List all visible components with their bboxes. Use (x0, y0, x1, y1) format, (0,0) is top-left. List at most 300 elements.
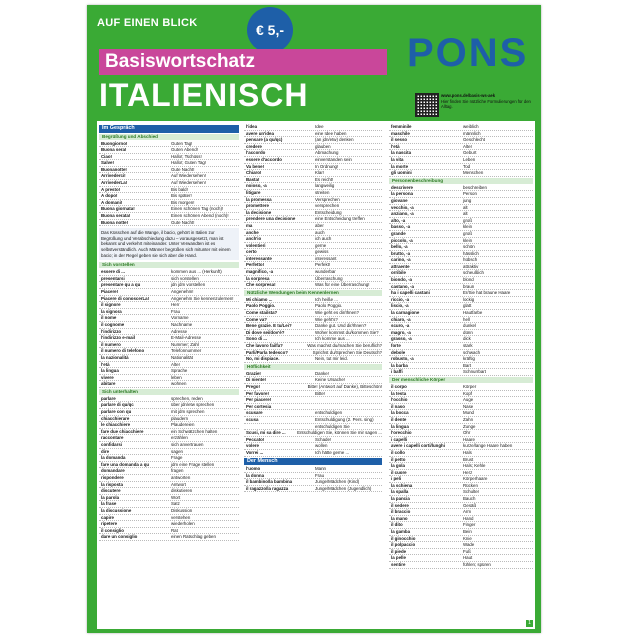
vocab-row (389, 297, 533, 304)
vocab-row (244, 486, 382, 493)
german-translation: dick (463, 336, 471, 342)
german-translation: ein Schwätzchen halten (171, 428, 218, 434)
italian-term: l'orecchio (391, 430, 412, 436)
vocab-row (99, 435, 239, 442)
italian-term: avere un'idea (246, 130, 274, 136)
italian-term: l'accordo (246, 150, 266, 156)
vocab-row (389, 157, 533, 164)
italian-term: Parli/Parla tedesco? (246, 349, 288, 355)
vocab-row (99, 416, 239, 423)
language-title: ITALIENISCH (99, 77, 309, 113)
vocab-row (389, 522, 533, 529)
vocab-row (244, 190, 382, 197)
vocab-row (244, 177, 382, 184)
german-translation: jung (463, 197, 472, 203)
column-2 (244, 124, 382, 492)
section-header: Der Mensch (244, 458, 382, 466)
vocab-row (99, 482, 239, 489)
german-translation: hell (463, 316, 470, 322)
vocab-row (99, 154, 239, 161)
vocab-row (99, 160, 239, 167)
italian-term: interessante (246, 255, 272, 261)
vocab-row (389, 330, 533, 337)
vocab-row (389, 343, 533, 350)
german-translation: Überraschung (315, 275, 343, 281)
italian-term: scusa (246, 416, 259, 422)
german-translation: Was für eine Überraschung! (315, 282, 370, 288)
german-translation: antworten (171, 475, 191, 480)
vocab-row (389, 562, 533, 569)
vocab-row (99, 468, 239, 475)
vocab-row (389, 137, 533, 144)
vocab-row (244, 303, 382, 310)
vocab-row (244, 157, 382, 164)
vocab-row (244, 443, 382, 450)
german-translation: dünn (463, 329, 473, 335)
vocab-row (389, 170, 533, 177)
vocab-row (99, 276, 239, 283)
vocab-row (244, 384, 382, 391)
german-translation: Geschlecht (463, 137, 485, 143)
german-translation: entschuldigen Sie (315, 423, 350, 429)
german-translation: Bauch (463, 496, 476, 502)
vocabulary-sheet (97, 121, 535, 629)
vocab-row (99, 173, 239, 180)
vocab-row (389, 424, 533, 431)
german-translation: sich vorstellen (171, 275, 199, 281)
german-translation: Bitte! (Antwort auf Danke), Bitteschön! (307, 383, 382, 389)
german-translation: Schnurrbart (463, 369, 486, 375)
vocab-row (389, 218, 533, 225)
italian-term: parlare con qu (101, 409, 132, 415)
german-translation: mit jdm sprechen (171, 409, 205, 415)
german-translation: Mund (463, 410, 474, 416)
italian-term: la pancia (391, 496, 410, 502)
italian-term: l'idea (246, 124, 258, 129)
german-translation: Hallo!; Guten Tag! (171, 160, 207, 166)
german-translation: Wade (463, 542, 475, 548)
german-translation: schön (463, 244, 475, 250)
italian-term: il naso (391, 403, 405, 409)
italian-term: la signora (101, 308, 122, 314)
italian-term: litigare (246, 189, 261, 195)
german-translation: eine Entscheidung treffen (315, 216, 365, 222)
vocab-row (244, 410, 382, 417)
vocab-row (244, 269, 382, 276)
vocab-row (244, 236, 382, 243)
vocab-row (244, 317, 382, 324)
subsection-header: Sich unterhalten (99, 389, 239, 395)
vocab-row (99, 187, 239, 194)
german-translation: Hautfarbe (463, 310, 483, 316)
german-translation: schwach (463, 349, 481, 355)
italian-term: ripetere (101, 521, 118, 527)
vocab-list (389, 185, 533, 376)
german-translation: Entscheidung (315, 209, 342, 215)
german-translation: Bis später! (171, 193, 192, 199)
page-number: 1 (526, 620, 533, 627)
vocab-row (99, 462, 239, 469)
vocab-row (244, 343, 382, 350)
german-translation: jdm eine Frage stellen (171, 461, 215, 467)
vocab-row (389, 542, 533, 549)
title-text: Basiswortschatz (105, 51, 255, 72)
italian-term: alto, -a (391, 217, 406, 223)
subsection-header: Personenbeschreibung (389, 178, 533, 184)
german-translation: Danke gut. Und dir/Ihnen? (315, 323, 367, 329)
vocab-row (99, 213, 239, 220)
italian-term: la lingua (391, 423, 409, 429)
german-translation: gewiss (315, 249, 329, 255)
italian-term: magnifico, -a (246, 269, 274, 275)
italian-term: il sesso (391, 137, 408, 143)
vocab-row (99, 449, 239, 456)
vocab-row (389, 509, 533, 516)
vocab-row (244, 197, 382, 204)
vocab-row (244, 243, 382, 250)
german-translation: Hand (463, 515, 474, 521)
vocab-row (389, 336, 533, 343)
german-translation: Mann (315, 466, 326, 471)
vocab-row (389, 310, 533, 317)
italian-term: il dito (391, 522, 403, 528)
italian-term: Buona sera! (101, 147, 127, 153)
italian-term: il collo (391, 449, 405, 455)
vocab-row (389, 224, 533, 231)
vocab-row (244, 137, 382, 144)
italian-term: maschile (391, 130, 410, 136)
italian-term: volentieri (246, 242, 266, 248)
vocab-row (244, 397, 382, 404)
german-translation: glauben (315, 143, 331, 149)
german-translation: Angenehm Sie kennenzulernen! (171, 295, 234, 301)
italian-term: l'indirizzo e-mail (101, 335, 135, 341)
vocab-row (389, 238, 533, 245)
vocab-row (389, 516, 533, 523)
vocab-row (244, 336, 382, 343)
vocab-row (99, 335, 239, 342)
german-translation: einen Ratschlag geben (171, 534, 216, 540)
german-translation: (an jdn/etw) denken (315, 137, 354, 143)
vocab-row (99, 302, 239, 309)
german-translation: Guten Tag! (171, 140, 193, 146)
german-translation: scheußlich (463, 270, 484, 276)
german-translation: blond (463, 277, 474, 283)
vocab-row (99, 167, 239, 174)
italian-term: robusto, -a (391, 356, 414, 362)
italian-term: presentarsi (101, 275, 125, 281)
italian-term: A dopo! (101, 193, 118, 199)
vocab-row (99, 368, 239, 375)
italian-term: Buongiorno! (101, 140, 128, 146)
italian-term: l'età (391, 143, 400, 149)
german-translation: Bart (463, 362, 472, 368)
german-translation: Er/Sie hat braune Haare (463, 290, 511, 296)
german-translation: Ich komme aus ... (315, 336, 350, 342)
italian-term: le chiacchiere (101, 422, 131, 428)
german-translation: Was machst du/machen Sie beruflich? (307, 343, 382, 348)
german-translation: Finger (463, 522, 476, 528)
german-translation: Paolo Poggio. (315, 303, 343, 309)
german-translation: Sprichst du/Sprechen Sie Deutsch? (312, 349, 382, 355)
german-translation: Knie (463, 535, 472, 541)
italian-term: Di dove sei/dov'è? (246, 329, 285, 335)
italian-term: vivere (101, 374, 114, 380)
italian-term: biondo, -a (391, 277, 412, 283)
german-translation: E-Mail-Adresse (171, 335, 202, 341)
german-translation: Person (463, 191, 477, 197)
vocab-row (389, 144, 533, 151)
vocab-row (389, 463, 533, 470)
italian-term: ArrivederLa! (101, 180, 128, 186)
vocab-row (99, 193, 239, 200)
italian-term: il petto (391, 456, 406, 462)
vocab-row (389, 323, 533, 330)
italian-term: il corpo (391, 383, 407, 389)
italian-term: fare due chiacchiere (101, 428, 144, 434)
german-translation: Satz (171, 501, 180, 507)
vocab-row (244, 131, 382, 138)
german-translation: Abmachung (315, 150, 339, 156)
german-translation: Tod (463, 163, 471, 169)
italian-term: A presto! (101, 186, 121, 192)
german-translation: entschuldigen (315, 410, 343, 416)
german-translation: Nachname (171, 321, 193, 327)
vocab-row (99, 488, 239, 495)
german-translation: sich anvertrauen (171, 442, 204, 448)
vocab-row (389, 457, 533, 464)
german-translation: beschreiben (463, 184, 487, 190)
vocab-row (244, 404, 382, 411)
german-translation: groß (463, 230, 473, 236)
german-translation: Schade! (315, 436, 332, 442)
german-translation: lockig (463, 296, 475, 302)
vocab-row (389, 450, 533, 457)
german-translation: Einen schönen Tag (noch)! (171, 206, 224, 212)
german-translation: Telefonnummer (171, 348, 202, 354)
german-translation: Bein (463, 529, 472, 535)
vocab-row (389, 443, 533, 450)
italian-term: ma (246, 222, 253, 228)
vocab-row (389, 549, 533, 556)
italian-term: certo (246, 249, 257, 255)
vocab-row (389, 489, 533, 496)
vocab-row (389, 356, 533, 363)
vocab-row (99, 315, 239, 322)
vocab-row (244, 223, 382, 230)
vocab-row (99, 141, 239, 148)
german-translation: Leben (463, 156, 476, 162)
german-translation: Entschuldigung (2. Pers. sing) (315, 416, 374, 422)
italian-term: l'età (101, 361, 110, 367)
german-translation: Auf Wiedersehen! (171, 173, 206, 179)
vocab-list (389, 124, 533, 177)
italian-term: ha i capelli castani (391, 290, 430, 296)
italian-term: i peli (391, 476, 402, 482)
vocab-row (389, 231, 533, 238)
german-translation: wunderbar (315, 269, 336, 275)
vocab-row (244, 371, 382, 378)
german-translation: Nase (463, 403, 474, 409)
german-translation: wollen (315, 443, 328, 449)
vocab-row (389, 430, 533, 437)
vocab-row (389, 410, 533, 417)
german-translation: Nein, tut mir leid. (315, 356, 348, 362)
vocab-row (99, 348, 239, 355)
italian-term: Va bene! (246, 163, 265, 169)
german-translation: glatt (463, 303, 472, 309)
german-translation: über jdn/etw sprechen (171, 402, 215, 408)
german-translation: braun (463, 283, 475, 289)
german-translation: kräftig (463, 356, 475, 362)
vocab-row (244, 216, 382, 223)
italian-term: la decisione (246, 209, 272, 215)
italian-term: il nome (101, 315, 117, 321)
vocab-row (99, 342, 239, 349)
italian-term: noioso, -a (246, 183, 267, 189)
vocab-row (244, 391, 382, 398)
german-translation: Schulter (463, 489, 480, 495)
vocab-row (389, 185, 533, 192)
german-translation: wohnen (171, 381, 187, 387)
vocab-row (99, 206, 239, 213)
italian-term: Prego! (246, 383, 260, 389)
italian-term: credere (246, 143, 262, 149)
subsection-header: Höflichkeit (244, 364, 382, 370)
vocab-row (244, 282, 382, 289)
italian-term: scuro, -a (391, 323, 410, 329)
italian-term: Scusi, mi sa dire ... (246, 430, 286, 436)
vocab-row (244, 430, 382, 437)
german-translation: Menschen (463, 170, 484, 176)
vocab-row (99, 455, 239, 462)
vocab-row (389, 483, 533, 490)
vocab-row (99, 475, 239, 482)
german-translation: Entschuldigen Sie, können Sie mir sagen ... (297, 430, 382, 436)
italian-term: grande (391, 230, 406, 236)
italian-term: forte (391, 343, 401, 348)
vocab-row (244, 350, 382, 357)
vocab-row (99, 329, 239, 336)
german-translation: Fuß (463, 548, 471, 554)
italian-term: Mi chiamo ... (246, 296, 273, 302)
vocab-row (389, 529, 533, 536)
german-translation: Gute Nacht! (171, 219, 195, 225)
italian-term: Paolo Poggio. (246, 303, 276, 309)
italian-term: Come stai/sta? (246, 310, 278, 316)
vocab-row (99, 409, 239, 416)
german-translation: jdn jdm vorstellen (171, 282, 206, 288)
italian-term: Per cortesia (246, 403, 272, 409)
italian-term: il cuore (391, 469, 407, 475)
german-translation: alt (463, 211, 468, 217)
german-translation: Bis bald! (171, 186, 188, 192)
german-translation: groß (463, 217, 473, 223)
vocab-row (99, 289, 239, 296)
vocab-row (99, 180, 239, 187)
italian-term: il ginocchio (391, 535, 416, 541)
german-translation: sagen (171, 448, 183, 454)
vocab-row (244, 144, 382, 151)
italian-term: abitare (101, 381, 116, 387)
vocab-row (99, 355, 239, 362)
german-translation: Adresse (171, 328, 188, 334)
italian-term: gli uomini (391, 170, 412, 176)
german-translation: Versprechen (315, 196, 340, 202)
italian-term: la risposta (101, 481, 123, 487)
column-3 (389, 124, 533, 569)
vocab-list (244, 466, 382, 492)
italian-term: il sedere (391, 502, 409, 508)
italian-term: la vita (391, 156, 404, 162)
german-translation: interessant (315, 255, 337, 261)
vocab-row (389, 211, 533, 218)
german-translation: Perfekt! (315, 262, 331, 268)
vocab-row (244, 203, 382, 210)
vocab-row (389, 496, 533, 503)
book-cover (87, 5, 541, 633)
german-translation: Keine Ursache! (315, 377, 346, 383)
german-translation: Auge (463, 397, 474, 403)
german-translation: Gute Nacht! (171, 166, 195, 172)
vocab-row (99, 296, 239, 303)
german-translation: wiederholen (171, 521, 195, 527)
vocab-row (389, 244, 533, 251)
italian-term: prendere una decisione (246, 216, 296, 222)
german-translation: verstehen (171, 514, 191, 520)
italian-term: Arrivederci! (101, 173, 126, 179)
german-translation: Arm (463, 509, 472, 515)
italian-term: Come va? (246, 316, 267, 322)
italian-term: il consiglio (101, 527, 124, 533)
italian-term: magro, -a (391, 329, 411, 335)
italian-term: i capelli (391, 436, 408, 442)
german-translation: auch (315, 229, 325, 235)
vocab-row (244, 323, 382, 330)
column-1 (99, 124, 239, 541)
italian-term: chiacchierare (101, 415, 130, 421)
italian-term: A domani! (101, 199, 123, 205)
vocab-list (99, 269, 239, 388)
vocab-row (244, 310, 382, 317)
italian-term: Vorrei ... (246, 449, 264, 455)
german-translation: erzählen (171, 435, 188, 441)
italian-term: Piacere di conoscerLa! (101, 295, 150, 301)
info-note: Das Küsschen auf die Wange, il bacio, gehört in Italien zur Begrüßung und Verabschiedung dazu – vorausgesetzt, man ist bekannt und verkehrt miteinander. Unter Verwandten ist es selbstverständlich. Auch Männer begrüßen sich mitunter mit einem bacio; in der Regel geben sie sich aber die Hand. (99, 228, 239, 260)
italian-term: i baffi (391, 369, 403, 375)
german-translation: Geburt (463, 150, 477, 156)
italian-term: Basta! (246, 176, 260, 182)
italian-term: la bocca (391, 410, 409, 416)
vocab-row (99, 309, 239, 316)
vocab-row (389, 198, 533, 205)
vocab-row (244, 210, 382, 217)
vocab-row (389, 437, 533, 444)
vocab-list (244, 371, 382, 457)
german-translation: Antwort (171, 481, 186, 487)
italian-term: Piacere! (101, 288, 119, 294)
vocab-row (244, 473, 382, 480)
vocab-row (244, 417, 382, 424)
german-translation: stark (463, 343, 473, 348)
vocab-row (389, 369, 533, 376)
subsection-header: Sich vorstellen (99, 262, 239, 268)
italian-term: bello, -a (391, 244, 408, 250)
german-translation: Idee (315, 124, 324, 129)
subsection-header: Nützliche Wendungen beim Kennenlernen (244, 290, 382, 296)
german-translation: Frau (171, 308, 181, 314)
qr-code-icon (415, 93, 439, 117)
